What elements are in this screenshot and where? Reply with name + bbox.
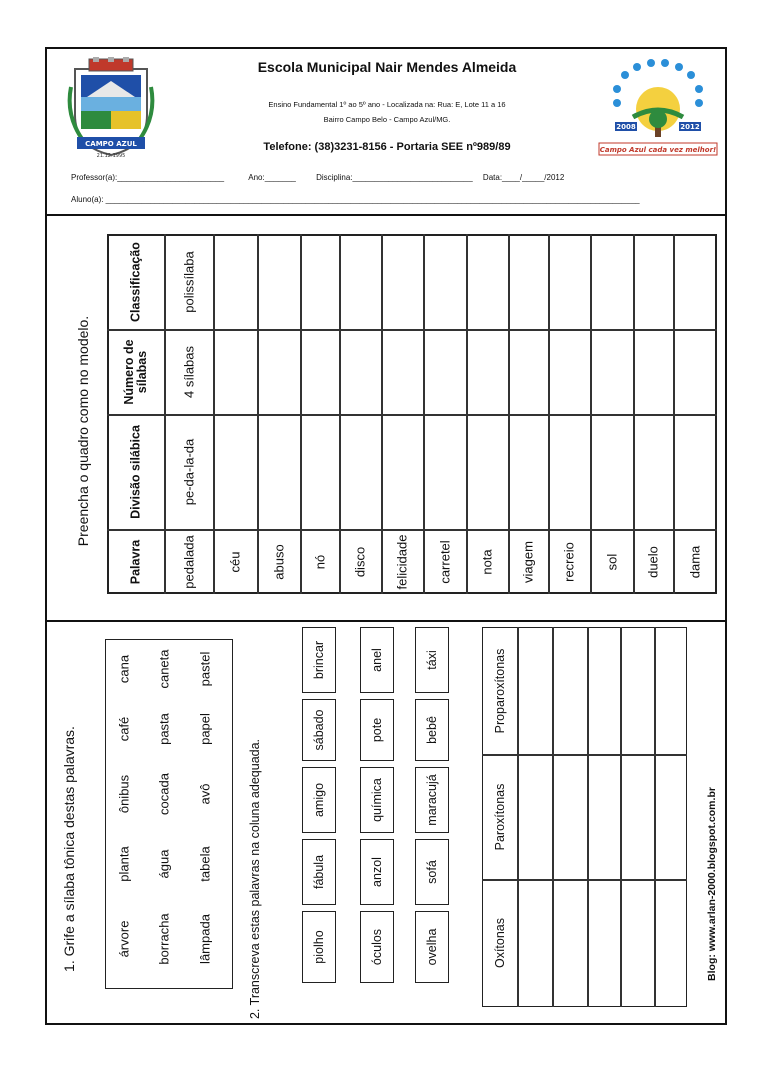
- campo-azul-coat-of-arms: [65, 57, 157, 159]
- classify-word[interactable]: química: [370, 778, 384, 822]
- logo-year-left: 2008: [616, 123, 636, 131]
- answer-cell[interactable]: [215, 236, 255, 327]
- table-row-line: [482, 754, 687, 756]
- header: [47, 49, 725, 214]
- classify-word[interactable]: ovelha: [425, 928, 439, 966]
- word-cell: dama: [687, 545, 703, 578]
- answer-cell[interactable]: [635, 416, 671, 527]
- header-divider: [47, 214, 725, 216]
- year-field[interactable]: Ano:_______: [248, 173, 296, 182]
- answer-cell[interactable]: [302, 236, 337, 327]
- table-column-line: [552, 627, 554, 1007]
- model-row-cell: polissílaba: [181, 250, 196, 313]
- worksheet-frame: [45, 47, 727, 1025]
- section-divider: [47, 620, 725, 622]
- answer-cell[interactable]: [302, 331, 337, 412]
- word-cell: recreio: [561, 541, 577, 582]
- tonic-word[interactable]: pastel: [197, 651, 213, 687]
- phone-line: Telefone: (38)3231-8156 - Portaria SEE nº989/89: [263, 141, 511, 153]
- answer-cell[interactable]: [259, 236, 298, 327]
- answer-cell[interactable]: [675, 331, 715, 412]
- classification-header: Oxítonas: [492, 917, 507, 969]
- answer-cell[interactable]: [425, 236, 464, 327]
- answer-cell[interactable]: [383, 416, 421, 527]
- word-cell: viagem: [520, 540, 536, 583]
- tonic-word[interactable]: lâmpada: [197, 914, 213, 964]
- tonic-word[interactable]: planta: [116, 846, 132, 882]
- coat-of-arms-date: 21.12.1995: [96, 153, 126, 159]
- model-row-cell: pe-da-la-da: [181, 438, 196, 505]
- tonic-word[interactable]: tabela: [197, 846, 213, 882]
- answer-cell[interactable]: [259, 416, 298, 527]
- answer-cell[interactable]: [592, 331, 631, 412]
- answer-cell[interactable]: [215, 416, 255, 527]
- answer-cell[interactable]: [675, 236, 715, 327]
- table-column-line: [620, 627, 622, 1007]
- answer-cell[interactable]: [425, 331, 464, 412]
- logo-slogan: Campo Azul cada vez melhor!: [599, 146, 717, 154]
- answer-cell[interactable]: [383, 331, 421, 412]
- word-cell: duelo: [645, 545, 661, 578]
- professor-field[interactable]: Professor(a):________________________: [71, 173, 225, 182]
- classify-word[interactable]: óculos: [370, 928, 384, 966]
- answer-cell[interactable]: [592, 416, 631, 527]
- answer-cell[interactable]: [468, 416, 506, 527]
- classify-word[interactable]: pote: [370, 717, 384, 743]
- table-row-line: [482, 879, 687, 881]
- answer-cell[interactable]: [635, 236, 671, 327]
- table-header-cell: Palavra: [128, 539, 142, 584]
- tonic-word[interactable]: cocada: [156, 773, 172, 815]
- table-header-cell: Número de sílabas: [121, 338, 149, 405]
- tonic-word[interactable]: árvore: [116, 920, 132, 958]
- tonic-word[interactable]: pasta: [156, 713, 172, 745]
- date-field[interactable]: Data:____/_____/2012: [482, 173, 565, 182]
- neighborhood-line: Bairro Campo Belo - Campo Azul/MG.: [323, 115, 451, 124]
- classification-table: [482, 627, 687, 1007]
- answer-cell[interactable]: [425, 416, 464, 527]
- model-row-cell: pedalada: [181, 534, 196, 589]
- tonic-word[interactable]: cana: [116, 654, 132, 684]
- answer-cell[interactable]: [510, 331, 546, 412]
- answer-cell[interactable]: [259, 331, 298, 412]
- tonic-word[interactable]: borracha: [156, 913, 172, 965]
- word-cell: nota: [479, 548, 495, 575]
- word-cell: disco: [352, 546, 368, 577]
- answer-cell[interactable]: [635, 331, 671, 412]
- answer-cell[interactable]: [341, 331, 379, 412]
- classify-word[interactable]: amigo: [312, 782, 326, 818]
- classify-word[interactable]: anel: [370, 648, 384, 672]
- table-header-cell: Classificação: [128, 241, 142, 322]
- answer-cell[interactable]: [510, 416, 546, 527]
- classify-word[interactable]: maracujá: [425, 774, 439, 826]
- subject-field[interactable]: Disciplina:___________________________: [316, 173, 473, 182]
- classify-word[interactable]: bebê: [425, 716, 439, 744]
- tonic-word[interactable]: caneta: [156, 649, 172, 689]
- answer-cell[interactable]: [383, 236, 421, 327]
- table-column-line: [654, 627, 656, 1007]
- table-column-line: [587, 627, 589, 1007]
- classification-header: Paroxítonas: [492, 783, 507, 850]
- classify-word[interactable]: sofá: [425, 860, 439, 884]
- answer-cell[interactable]: [510, 236, 546, 327]
- answer-cell[interactable]: [550, 236, 588, 327]
- logo-year-right: 2012: [680, 123, 700, 131]
- tonic-word[interactable]: café: [116, 716, 132, 742]
- answer-cell[interactable]: [592, 236, 631, 327]
- table-row-line: [107, 529, 717, 531]
- word-cell: nó: [312, 554, 327, 569]
- school-name: Escola Municipal Nair Mendes Almeida: [257, 59, 517, 75]
- tonic-word[interactable]: avô: [197, 783, 213, 805]
- classify-word[interactable]: anzol: [370, 857, 384, 887]
- word-cell: felicidade: [394, 534, 410, 589]
- word-cell: abuso: [271, 543, 286, 580]
- classify-word[interactable]: piolho: [312, 930, 326, 964]
- tonic-word[interactable]: papel: [197, 713, 213, 745]
- classify-word[interactable]: táxi: [425, 650, 439, 670]
- q2-instruction: 2. Transcreva estas palavras na coluna adequada.: [248, 738, 262, 1020]
- blog-url: Blog: www.arlan-2000.blogspot.com.br: [706, 787, 718, 981]
- tonic-word[interactable]: água: [156, 849, 172, 879]
- classify-word[interactable]: brincar: [312, 640, 326, 680]
- classification-header: Proparoxítonas: [492, 648, 507, 733]
- answer-cell[interactable]: [341, 236, 379, 327]
- fields-row: [71, 173, 564, 182]
- answer-cell[interactable]: [302, 416, 337, 527]
- tonic-word[interactable]: ônibus: [116, 774, 132, 814]
- address-line: Ensino Fundamental 1º ao 5º ano - Localizada na: Rua: E, Lote 11 a 16: [268, 100, 506, 109]
- answer-cell[interactable]: [675, 416, 715, 527]
- table-header-cell: Divisão silábica: [128, 424, 142, 519]
- campo-azul-anniversary-logo: [595, 59, 721, 159]
- q1-instruction: 1. Grife a sílaba tônica destas palavras.: [61, 726, 77, 972]
- answer-cell[interactable]: [468, 236, 506, 327]
- section1-instruction: Preencha o quadro como no modelo.: [75, 315, 91, 547]
- classify-word[interactable]: sábado: [312, 709, 326, 751]
- classify-word[interactable]: fábula: [312, 854, 326, 890]
- answer-cell[interactable]: [215, 331, 255, 412]
- answer-cell[interactable]: [550, 331, 588, 412]
- answer-cell[interactable]: [468, 331, 506, 412]
- model-row-cell: 4 sílabas: [181, 345, 196, 398]
- student-field[interactable]: Aluno(a): ________________________________________________________________________________________________________________________: [71, 195, 640, 204]
- coat-of-arms-label: CAMPO AZUL: [85, 140, 137, 148]
- table-column-line: [517, 627, 519, 1007]
- word-cell: carretel: [437, 539, 452, 584]
- answer-cell[interactable]: [550, 416, 588, 527]
- word-cell: sol: [604, 553, 619, 570]
- word-cell: céu: [227, 551, 243, 572]
- answer-cell[interactable]: [341, 416, 379, 527]
